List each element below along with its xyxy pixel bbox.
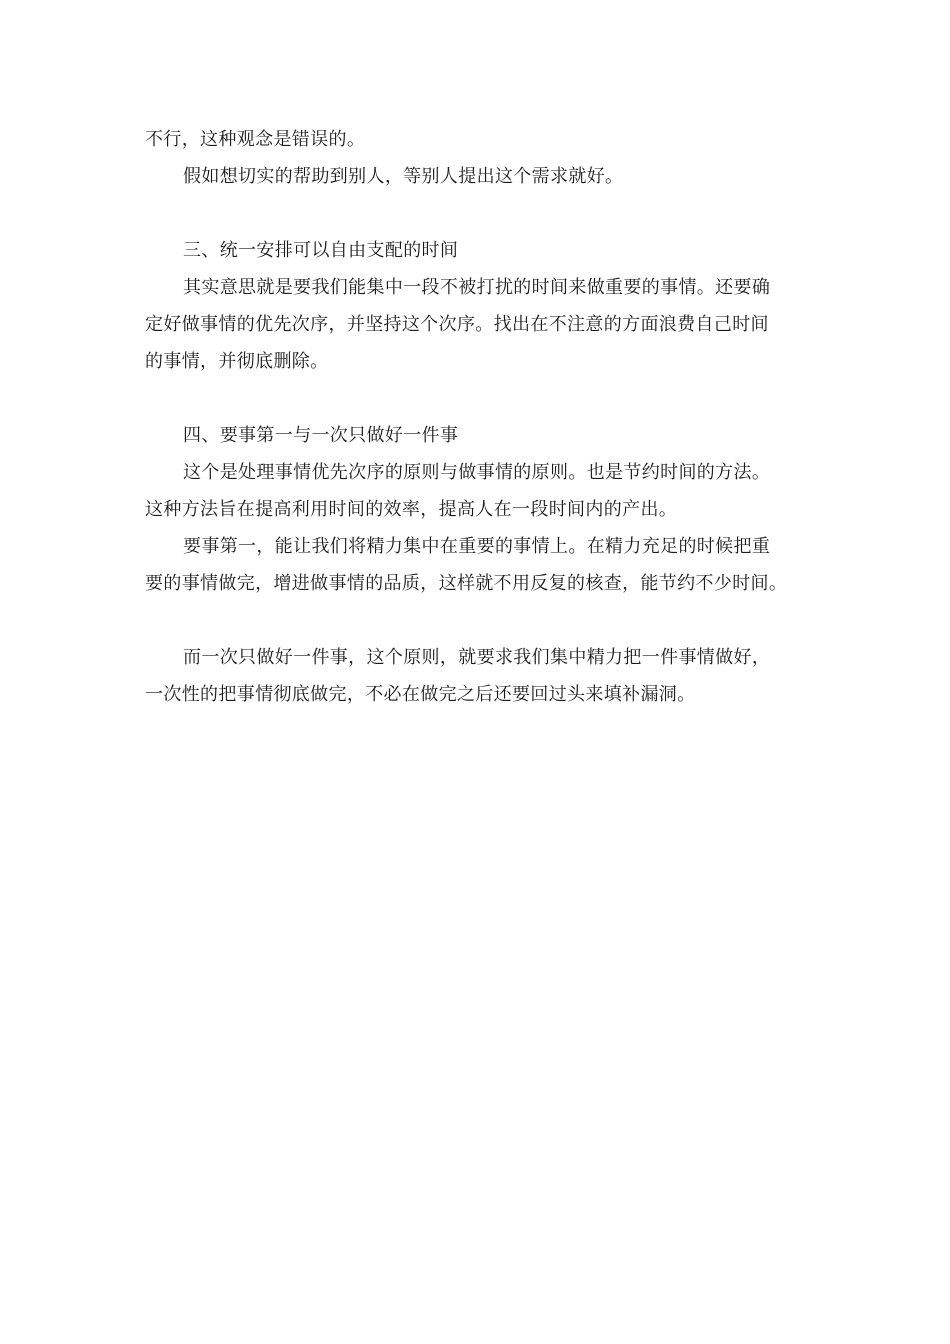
paragraph-line: 的事情，并彻底删除。 xyxy=(145,351,329,372)
section-heading-3: 三、统一安排可以自由支配的时间 xyxy=(183,240,459,261)
paragraph-line: 定好做事情的优先次序，并坚持这个次序。找出在不注意的方面浪费自己时间 xyxy=(145,314,769,335)
paragraph-line: 不行，这种观念是错误的。 xyxy=(145,129,366,150)
paragraph-line: 一次性的把事情彻底做完，不必在做完之后还要回过头来填补漏洞。 xyxy=(145,684,696,705)
paragraph-line: 其实意思就是要我们能集中一段不被打扰的时间来做重要的事情。还要确 xyxy=(183,277,771,298)
paragraph-line: 要事第一，能让我们将精力集中在重要的事情上。在精力充足的时候把重 xyxy=(183,536,771,557)
paragraph-line: 要的事情做完，增进做事情的品质，这样就不用反复的核查，能节约不少时间。 xyxy=(145,573,788,594)
paragraph-line: 而一次只做好一件事，这个原则，就要求我们集中精力把一件事情做好， xyxy=(183,647,771,668)
paragraph-line: 假如想切实的帮助到别人，等别人提出这个需求就好。 xyxy=(183,166,624,187)
section-heading-4: 四、要事第一与一次只做好一件事 xyxy=(183,425,459,446)
paragraph-line: 这个是处理事情优先次序的原则与做事情的原则。也是节约时间的方法。 xyxy=(183,462,771,483)
paragraph-line: 这种方法旨在提高利用时间的效率，提高人在一段时间内的产出。 xyxy=(145,499,678,520)
